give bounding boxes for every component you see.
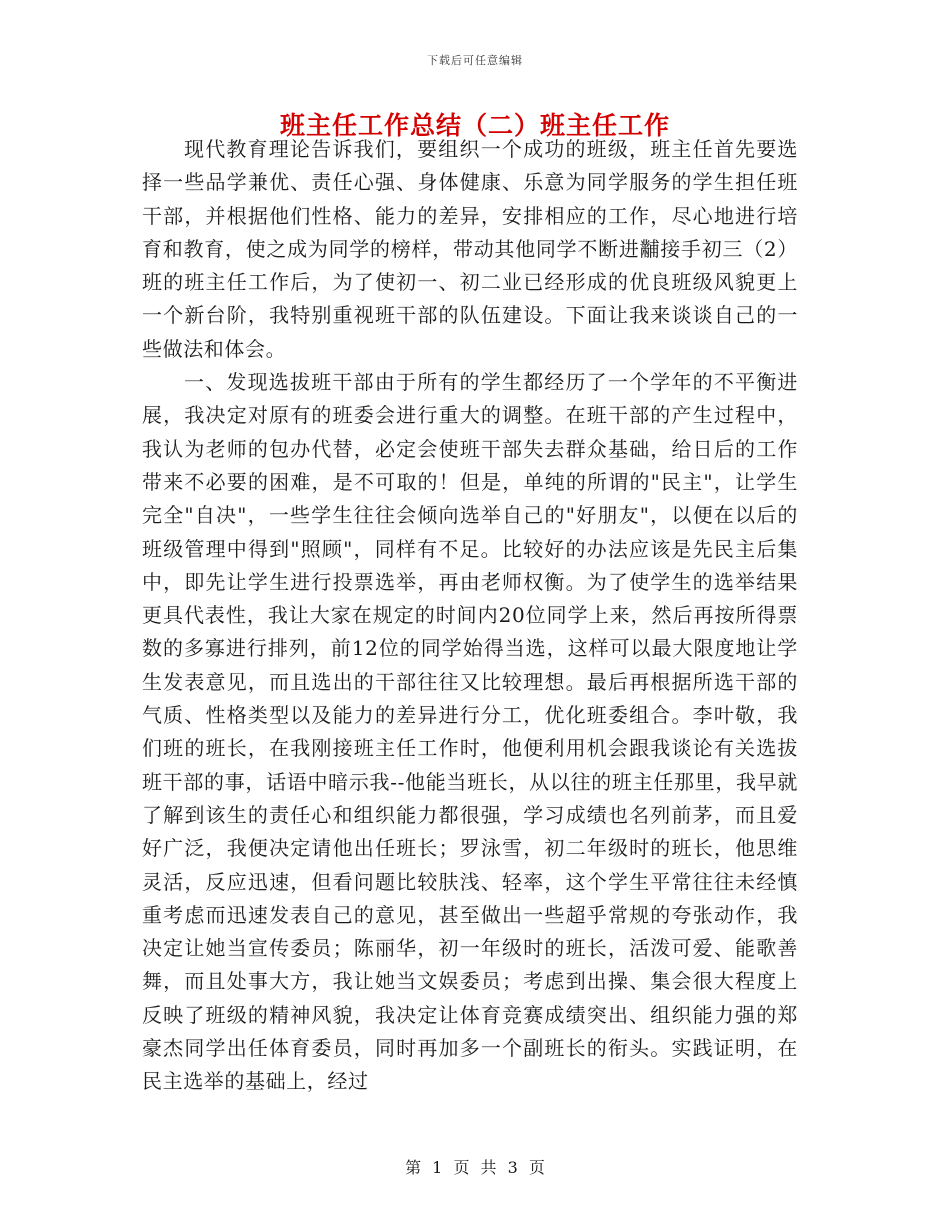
page-number-footer: 第 1 页 共 3 页 bbox=[405, 1158, 545, 1177]
header-note: 下载后可任意编辑 bbox=[427, 54, 523, 67]
paragraph-section-one: 一、发现选拔班干部由于所有的学生都经历了一个学年的不平衡进展，我决定对原有的班委会进行重大的调整。在班干部的产生过程中，我认为老师的包办代替，必定会使班干部失去群众基础，给日后的工作带来不必要的困难，是不可取的！但是，单纯的所谓的"民主"，让学生完全"自决"，一些学生往往会倾向选举自己的"好朋友"，以便在以后的班级管理中得到"照顾"，同样有不足。比较好的办法应该是先民主后集中，即先让学生进行投票选举，再由老师权衡。为了使学生的选举结果更具代表性，我让大家在规定的时间内20位同学上来，然后再按所得票数的多寡进行排列，前12位的同学始得当选，这样可以最大限度地让学生发表意见，而且选出的干部往往又比较理想。最后再根据所选干部的气质、性格类型以及能力的差异进行分工，优化班委组合。李叶敬，我们班的班长，在我刚接班主任工作时，他便利用机会跟我谈论有关选拔班干部的事，话语中暗示我--他能当班长，从以往的班主任那里，我早就了解到该生的责任心和组织能力都很强，学习成绩也名列前茅，而且爱好广泛，我便决定请他出任班长；罗泳雪，初二年级时的班长，他思维灵活，反应迅速，但看问题比较肤浅、轻率，这个学生平常往往未经慎重考虑而迅速发表自己的意见，甚至做出一些超乎常规的夸张动作，我决定让她当宣传委员；陈丽华，初一年级时的班长，活泼可爱、能歌善舞，而且处事大方，我让她当文娱委员；考虑到出操、集会很大程度上反映了班级的精神风貌，我决定让体育竞赛成绩突出、组织能力强的郑豪杰同学出任体育委员，同时再加多一个副班长的衔头。实践证明，在民主选举的基础上，经过 bbox=[142, 370, 798, 1094]
document-title: 班主任工作总结（二）班主任工作 bbox=[279, 111, 670, 140]
document-body bbox=[142, 133, 798, 1099]
paragraph-intro: 现代教育理论告诉我们，要组织一个成功的班级，班主任首先要选择一些品学兼优、责任心强、身体健康、乐意为同学服务的学生担任班干部，并根据他们性格、能力的差异，安排相应的工作，尽心地进行培育和教育，使之成为同学的榜样，带动其他同学不断进黼接手初三（2）班的班主任工作后，为了使初一、初二业已经形成的优良班级风貌更上一个新台阶，我特别重视班干部的队伍建设。下面让我来谈谈自己的一些做法和体会。 bbox=[142, 137, 798, 361]
